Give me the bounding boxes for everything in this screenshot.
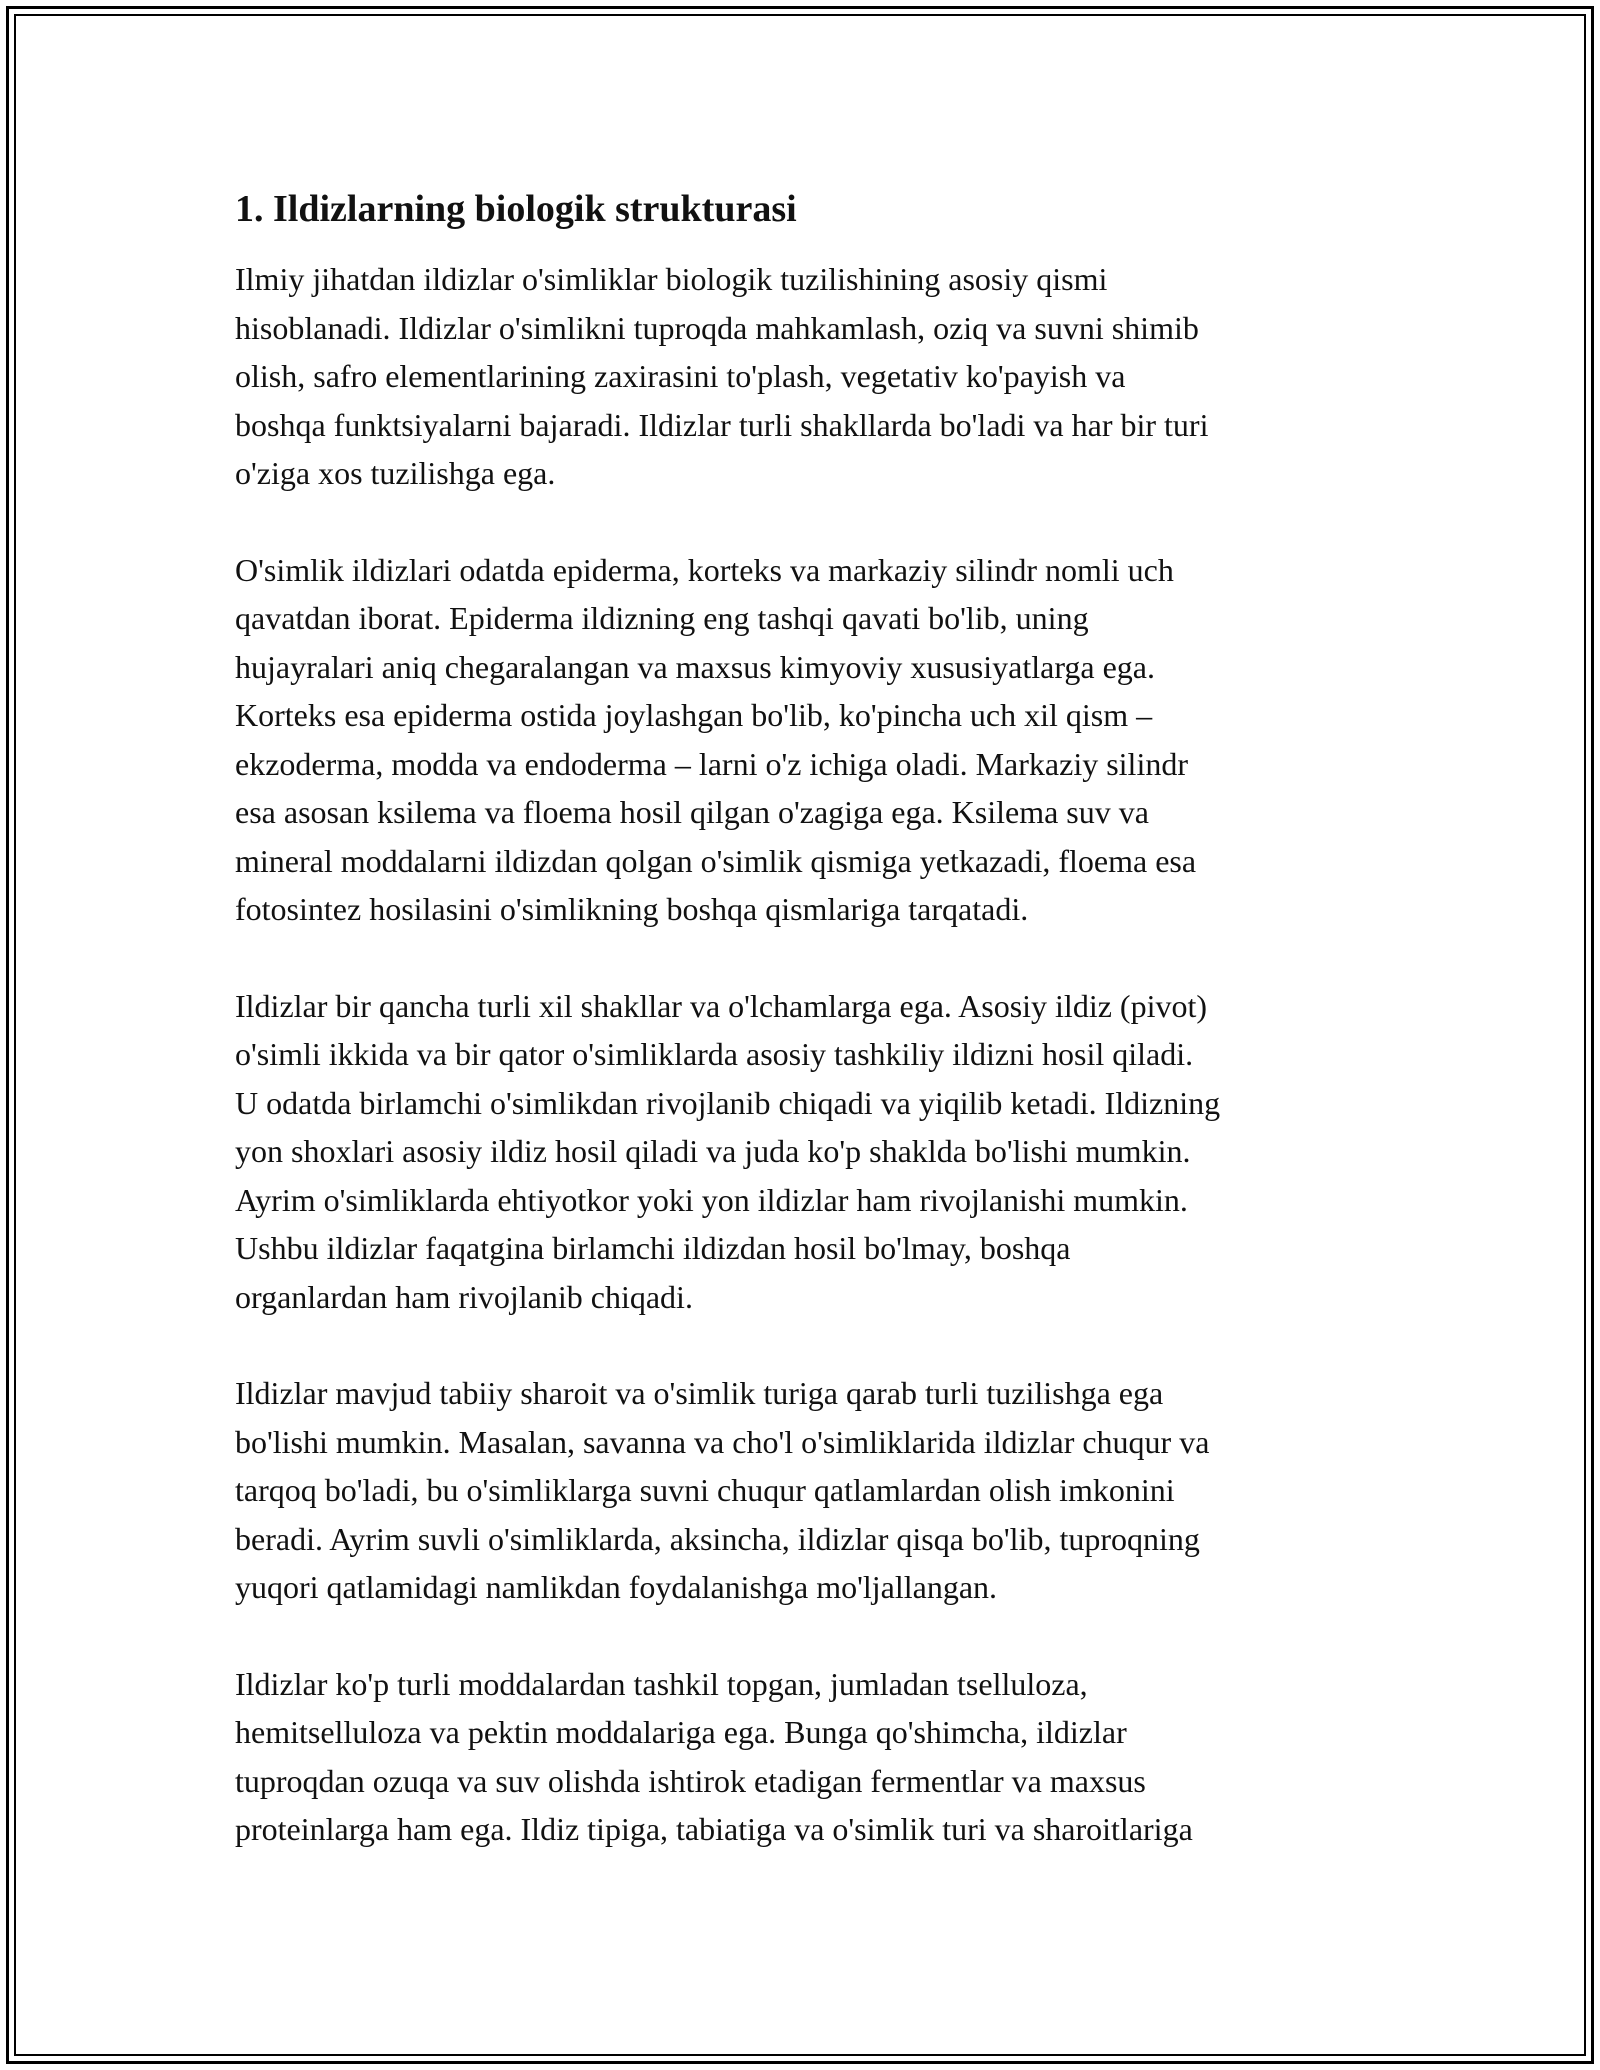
paragraph-line: hisoblanadi. Ildizlar o'simlikni tuproqda mahkamlash, oziq va suvni shimib	[235, 309, 1199, 346]
paragraph-line: yon shoxlari asosiy ildiz hosil qiladi va juda ko'p shaklda bo'lishi mumkin.	[235, 1133, 1191, 1169]
paragraph-line: hemitselluloza va pektin moddalariga ega. Bunga qo'shimcha, ildizlar	[235, 1714, 1127, 1750]
section-heading: 1. Ildizlarning biologik strukturasi	[235, 188, 797, 230]
paragraph-line: esa asosan ksilema va floema hosil qilgan o'zagiga ega. Ksilema suv va	[235, 794, 1149, 830]
paragraph-line: yuqori qatlamidagi namlikdan foydalanishga mo'ljallangan.	[235, 1569, 998, 1605]
paragraph-line: o'ziga xos tuzilishga ega.	[235, 455, 556, 491]
paragraph-line: U odatda birlamchi o'simlikdan rivojlanib chiqadi va yiqilib ketadi. Ildizning	[235, 1084, 1221, 1121]
paragraph-2	[235, 546, 1385, 934]
paragraph-line: boshqa funktsiyalarni bajaradi. Ildizlar turli shakllarda bo'ladi va har bir turi	[235, 406, 1209, 443]
paragraph-line: Korteks esa epiderma ostida joylashgan bo'lib, ko'pincha uch xil qism –	[235, 697, 1153, 733]
paragraph-line: tuproqdan ozuqa va suv olishda ishtirok etadigan fermentlar va maxsus	[235, 1762, 1146, 1799]
paragraph-line: Ayrim o'simliklarda ehtiyotkor yoki yon ildizlar ham rivojlanishi mumkin.	[235, 1181, 1188, 1218]
paragraph-line: qavatdan iborat. Epiderma ildizning eng tashqi qavati bo'lib, uning	[235, 600, 1089, 636]
paragraph-line: beradi. Ayrim suvli o'simliklarda, aksincha, ildizlar qisqa bo'lib, tuproqning	[235, 1520, 1200, 1557]
paragraph-line: ekzoderma, modda va endoderma – larni o'z ichiga oladi. Markaziy silindr	[235, 745, 1188, 782]
paragraph-3	[235, 982, 1385, 1322]
paragraph-line: olish, safro elementlarining zaxirasini to'plash, vegetativ ko'payish va	[235, 358, 1126, 394]
paragraph-line: Ildizlar bir qancha turli xil shakllar va o'lchamlarga ega. Asosiy ildiz (pivot)	[235, 987, 1207, 1024]
document-body	[235, 185, 1385, 1902]
paragraph-line: o'simli ikkida va bir qator o'simliklarda asosiy tashkiliy ildizni hosil qiladi.	[235, 1036, 1194, 1072]
paragraph-line: bo'lishi mumkin. Masalan, savanna va cho'l o'simliklarida ildizlar chuqur va	[235, 1423, 1210, 1460]
paragraph-line: proteinlarga ham ega. Ildiz tipiga, tabiatiga va o'simlik turi va sharoitlariga	[235, 1811, 1193, 1847]
paragraph-4	[235, 1369, 1385, 1612]
paragraph-1	[235, 255, 1385, 498]
paragraph-line: Ushbu ildizlar faqatgina birlamchi ildizdan hosil bo'lmay, boshqa	[235, 1230, 1071, 1266]
paragraph-line: Ilmiy jihatdan ildizlar o'simliklar biologik tuzilishining asosiy qismi	[235, 261, 1108, 297]
paragraph-5	[235, 1660, 1385, 1854]
paragraph-line: Ildizlar mavjud tabiiy sharoit va o'simlik turiga qarab turli tuzilishga ega	[235, 1375, 1164, 1411]
paragraph-line: Ildizlar ko'p turli moddalardan tashkil topgan, jumladan tselluloza,	[235, 1665, 1088, 1702]
paragraph-line: mineral moddalarni ildizdan qolgan o'simlik qismiga yetkazadi, floema esa	[235, 842, 1197, 879]
paragraph-line: fotosintez hosilasini o'simlikning boshqa qismlariga tarqatadi.	[235, 891, 1029, 927]
paragraph-line: organlardan ham rivojlanib chiqadi.	[235, 1278, 693, 1315]
paragraph-line: hujayralari aniq chegaralangan va maxsus kimyoviy xususiyatlarga ega.	[235, 648, 1155, 685]
paragraph-line: O'simlik ildizlari odatda epiderma, korteks va markaziy silindr nomli uch	[235, 551, 1174, 588]
paragraph-line: tarqoq bo'ladi, bu o'simliklarga suvni chuqur qatlamlardan olish imkonini	[235, 1472, 1175, 1508]
